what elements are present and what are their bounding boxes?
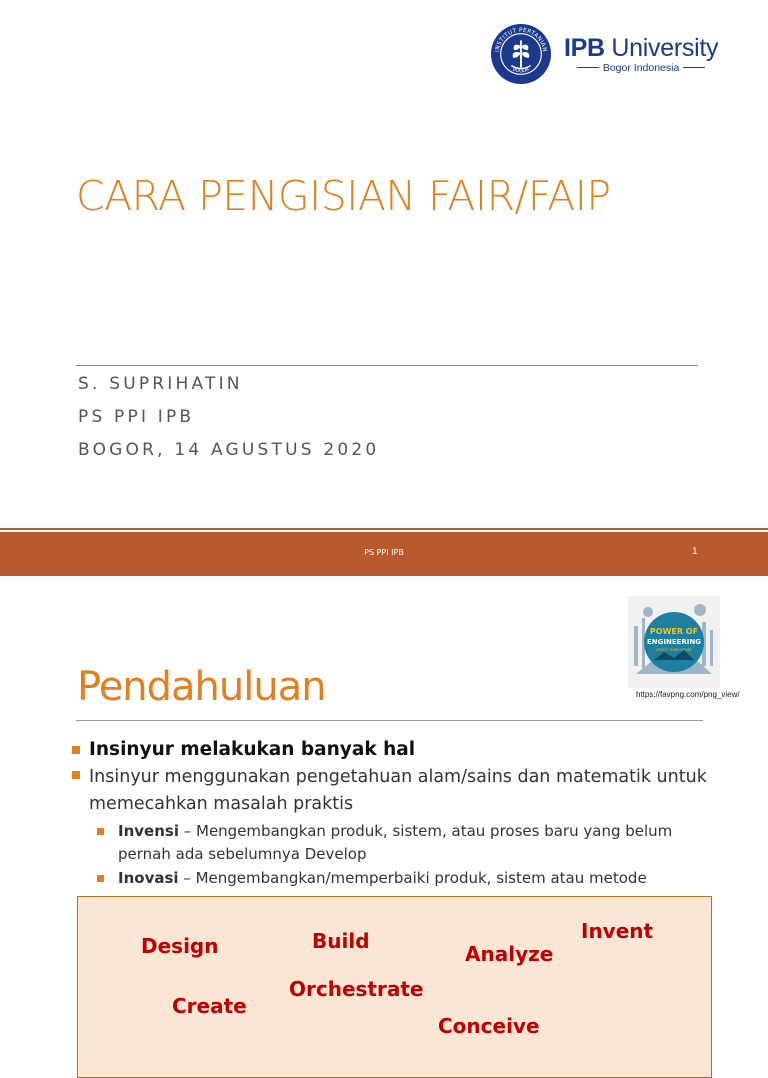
- place-date: BOGOR, 14 AGUSTUS 2020: [78, 440, 380, 460]
- slide-footer: [0, 532, 768, 576]
- content-slide: [0, 576, 768, 1038]
- logo-tagline: Bogor Indonesia: [573, 62, 709, 74]
- power-of-engineering-image: [628, 596, 720, 688]
- seal-text-bottom: BOGOR: [511, 67, 531, 75]
- sub-bullet-icon: [97, 828, 104, 835]
- word-analyze: Analyze: [465, 942, 554, 966]
- poster-line2: ENGINEERING: [646, 638, 702, 646]
- word-design: Design: [141, 934, 219, 958]
- engineering-verbs-box: [77, 896, 712, 1078]
- logo-wordmark: [564, 35, 718, 74]
- affiliation: PS PPI IPB: [78, 407, 195, 427]
- seal-text-top: INSTITUT PERTANIAN: [494, 27, 548, 53]
- image-credit: https://favpng.com/png_view/: [636, 690, 740, 699]
- title-divider: [76, 720, 703, 721]
- logo-brand: IPB University: [564, 33, 719, 62]
- footer-label: PS PPI IPB: [364, 548, 404, 557]
- sub-bullet-text: Invensi – Mengembangkan produk, sistem, atau proses baru yang belum pernah ada sebelumnya Develop: [118, 822, 673, 863]
- bullet-icon: [72, 771, 80, 779]
- sub-bullet-icon: [97, 875, 104, 882]
- bullet-text: Insinyur menggunakan pengetahuan alam/sains dan matematik untuk memecahkan masalah praktis: [89, 767, 707, 814]
- bullet-text: Insinyur melakukan banyak hal: [89, 739, 416, 760]
- title-divider: [76, 365, 698, 366]
- bullet-icon: [72, 746, 80, 754]
- word-build: Build: [312, 929, 370, 953]
- ipb-seal-icon: [490, 23, 552, 85]
- word-invent: Invent: [581, 919, 654, 943]
- poster-line3: CREATE YOUR FUTURE: [656, 648, 692, 652]
- sub-bullet-text: Inovasi – Mengembangkan/memperbaiki produk, sistem atau metode: [118, 869, 647, 887]
- word-create: Create: [172, 994, 247, 1018]
- page-number: 1: [692, 547, 698, 557]
- author-name: S. SUPRIHATIN: [78, 374, 243, 394]
- word-conceive: Conceive: [438, 1014, 540, 1038]
- poster-line1: POWER OF: [649, 627, 699, 636]
- slide-title: CARA PENGISIAN FAIR/FAIP: [76, 172, 611, 220]
- slide-title: Pendahuluan: [77, 664, 326, 710]
- word-orchestrate: Orchestrate: [289, 977, 424, 1001]
- ipb-logo: [490, 22, 718, 86]
